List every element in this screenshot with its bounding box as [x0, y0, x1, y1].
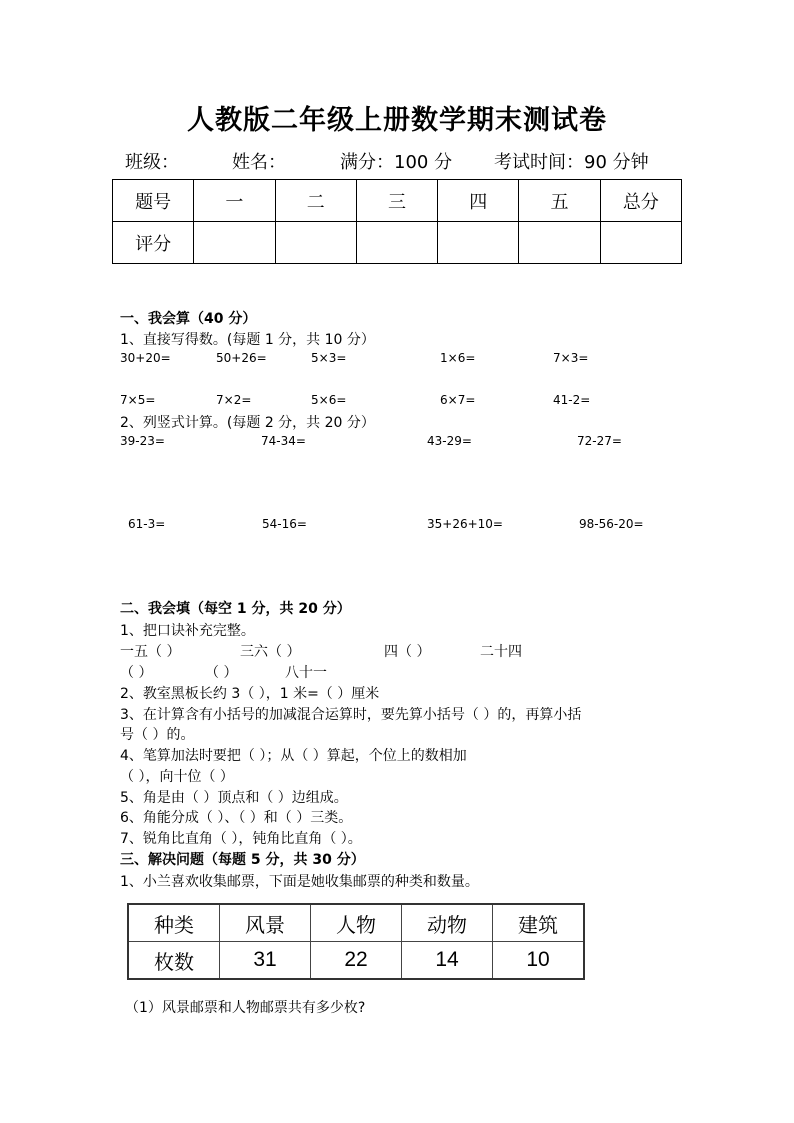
q2-problem: 35+26+10= [427, 517, 503, 531]
stamp-header-cell: 建筑 [493, 904, 585, 942]
section2-q4-line2: （ ），向十位（ ） [120, 769, 234, 785]
rhyme-text: 二十四 [480, 644, 522, 660]
stamp-table-count-row [128, 942, 584, 980]
score-blank-cell[interactable] [438, 222, 519, 264]
score-header-cell: 总分 [600, 180, 681, 222]
rhyme-text: 八十一 [285, 665, 327, 681]
section3-heading: 三、解决问题（每题 5 分，共 30 分） [120, 852, 365, 868]
section2-heading: 二、我会填（每空 1 分，共 20 分） [120, 601, 351, 617]
section1-q1-title: 1、直接写得数。(每题 1 分，共 10 分） [120, 332, 375, 348]
q1-problem: 1×6= [440, 351, 476, 365]
rhyme-blank: （ ） [205, 665, 238, 681]
stamp-count-cell: 14 [402, 942, 493, 980]
score-blank-cell[interactable] [194, 222, 275, 264]
score-table-header-row [113, 180, 682, 222]
score-blank-cell[interactable] [600, 222, 681, 264]
q1-problem: 7×5= [120, 393, 156, 407]
name-label: 姓名： [232, 152, 286, 173]
q2-problem: 74-34= [261, 434, 306, 448]
score-header-cell: 二 [275, 180, 356, 222]
stamp-table-header-row [128, 904, 584, 942]
q2-problem: 54-16= [262, 517, 307, 531]
section2-q7: 7、锐角比直角（ ），钝角比直角（ ）。 [120, 831, 362, 847]
section2-q2: 2、教室黑板长约 3（ ），1 米=（ ）厘米 [120, 686, 380, 702]
score-row-label: 评分 [113, 222, 194, 264]
section2-q3-line2: 号（ ）的。 [120, 727, 195, 743]
stamp-header-cell: 风景 [220, 904, 311, 942]
section3-q1-title: 1、小兰喜欢收集邮票，下面是她收集邮票的种类和数量。 [120, 874, 479, 890]
q1-problem: 7×3= [553, 351, 589, 365]
class-label: 班级： [125, 152, 179, 173]
rhyme-blank: （ ） [120, 665, 153, 681]
q1-problem: 6×7= [440, 393, 476, 407]
score-header-cell: 题号 [113, 180, 194, 222]
q2-problem: 72-27= [577, 434, 622, 448]
page-title: 人教版二年级上册数学期末测试卷 [187, 105, 607, 136]
score-table [112, 179, 682, 264]
q2-problem: 98-56-20= [579, 517, 644, 531]
q2-problem: 61-3= [128, 517, 166, 531]
score-table-score-row [113, 222, 682, 264]
section2-q6: 6、角能分成（ ）、（ ）和（ ）三类。 [120, 810, 353, 826]
score-header-cell: 五 [519, 180, 600, 222]
section2-q4-line1: 4、笔算加法时要把（ ）；从（ ）算起，个位上的数相加 [120, 748, 467, 764]
stamp-table [127, 903, 585, 980]
section1-q2-title: 2、列竖式计算。(每题 2 分，共 20 分） [120, 415, 375, 431]
q1-problem: 41-2= [553, 393, 591, 407]
section2-q1-title: 1、把口诀补充完整。 [120, 623, 255, 639]
stamp-header-cell: 动物 [402, 904, 493, 942]
score-header-cell: 一 [194, 180, 275, 222]
q1-problem: 7×2= [216, 393, 252, 407]
stamp-header-cell: 种类 [128, 904, 220, 942]
stamp-header-cell: 人物 [311, 904, 402, 942]
full-score-label: 满分：100 分 [340, 152, 453, 173]
stamp-count-cell: 10 [493, 942, 585, 980]
stamp-count-cell: 22 [311, 942, 402, 980]
score-header-cell: 四 [438, 180, 519, 222]
rhyme-blank: 一五（ ） [120, 644, 181, 660]
q1-problem: 50+26= [216, 351, 267, 365]
section1-heading: 一、我会算（40 分） [120, 311, 257, 327]
exam-time-label: 考试时间：90 分钟 [494, 152, 649, 173]
q1-problem: 5×3= [311, 351, 347, 365]
q1-problem: 5×6= [311, 393, 347, 407]
q2-problem: 43-29= [427, 434, 472, 448]
stamp-count-cell: 31 [220, 942, 311, 980]
q1-problem: 30+20= [120, 351, 171, 365]
rhyme-blank: 四（ ） [384, 644, 431, 660]
rhyme-blank: 三六（ ） [240, 644, 301, 660]
section2-q5: 5、角是由（ ）顶点和（ ）边组成。 [120, 790, 348, 806]
q2-problem: 39-23= [120, 434, 165, 448]
section2-q3-line1: 3、在计算含有小括号的加减混合运算时，要先算小括号（ ）的，再算小括 [120, 707, 582, 723]
score-blank-cell[interactable] [519, 222, 600, 264]
stamp-row-label: 枚数 [128, 942, 220, 980]
section3-sub1: （1）风景邮票和人物邮票共有多少枚? [125, 1000, 366, 1016]
score-blank-cell[interactable] [356, 222, 437, 264]
score-header-cell: 三 [356, 180, 437, 222]
score-blank-cell[interactable] [275, 222, 356, 264]
